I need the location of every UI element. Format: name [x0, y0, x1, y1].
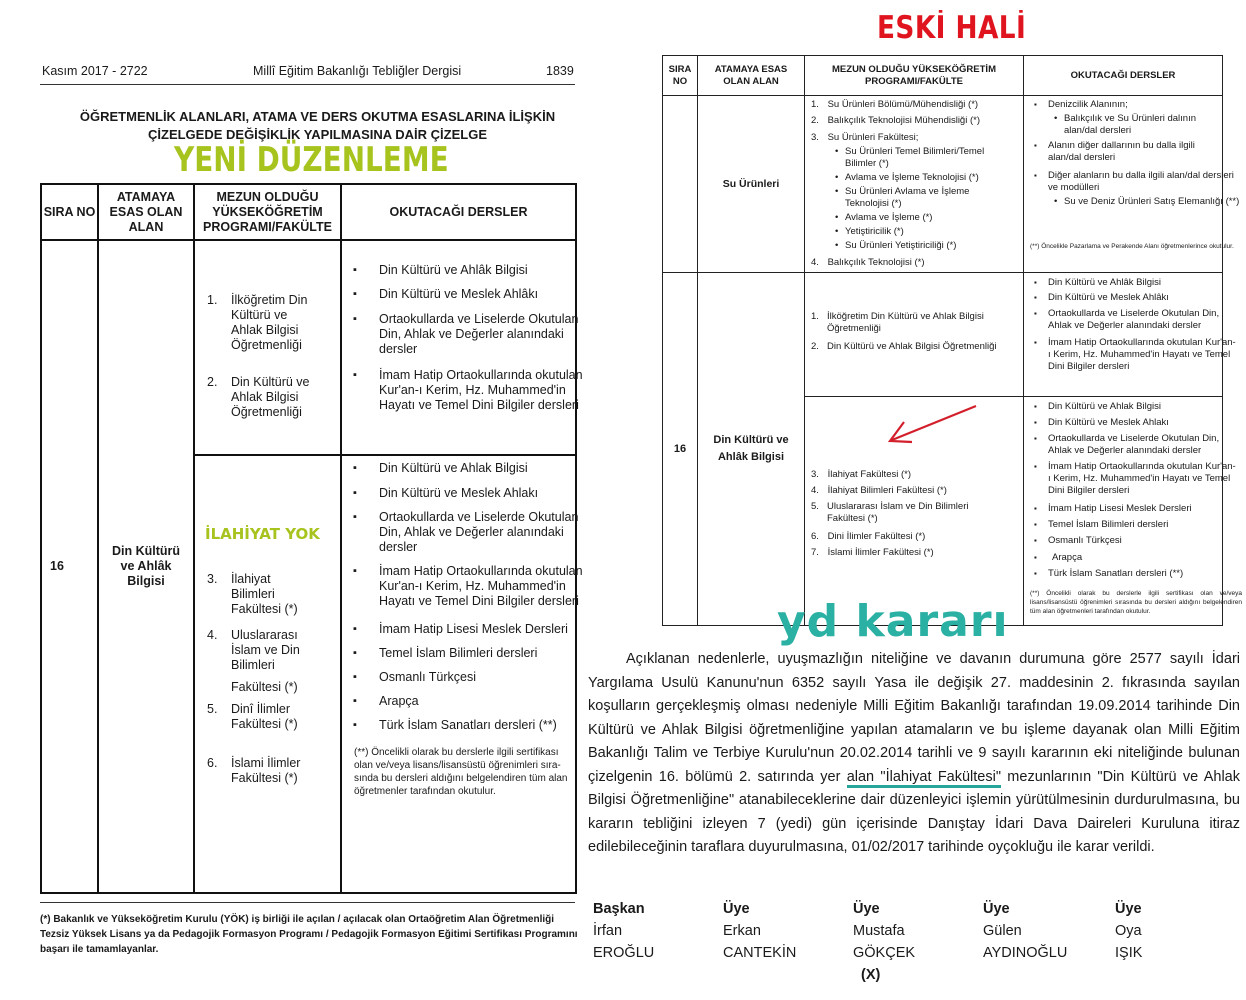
- course-item: ▪ Din Kültürü ve Meslek Ahlakı: [1048, 417, 1169, 429]
- program-item: 5. Dinî İlimler Fakültesi (*): [207, 702, 298, 731]
- col-field: ATAMAYA ESAS OLAN ALAN: [698, 56, 805, 96]
- program-item: 2. Balıkçılık Teknolojisi Mühendisliği (*): [811, 115, 980, 126]
- course-item: ▪ Denizcilik Alanının;: [1048, 99, 1128, 111]
- signatory: Üye Gülen AYDINOĞLU: [983, 901, 1068, 961]
- course-item: ▪ Din Kültürü ve Meslek Ahlakı: [379, 486, 584, 501]
- course-item: ▪ İmam Hatip Ortaokullarında okutulan Kur'an-ı Kerim, Hz. Muhammed'in Hayatı ve Temel Dini Bilgiler dersleri: [1048, 461, 1238, 497]
- block1-programs: [194, 240, 341, 455]
- course-item: ▪ Ortaokullarda ve Liselerde Okutulan Din, Ahlak ve Değerler alanındaki dersler: [379, 312, 584, 357]
- course-item: ▪ Din Kültürü ve Meslek Ahlâkı: [379, 287, 584, 302]
- row1-field: Su Ürünleri: [698, 96, 805, 273]
- red-arrow-icon: [880, 400, 980, 450]
- old-table: [662, 55, 1242, 626]
- course-item: ▪ İmam Hatip Lisesi Meslek Dersleri: [379, 622, 589, 637]
- course-item: ▪ Temel İslam Bilimleri dersleri: [379, 646, 589, 661]
- program-item: 6. Dini İlimler Fakültesi (*): [811, 531, 926, 542]
- block1-courses: [341, 240, 583, 455]
- course-item: ▪ Din Kültürü ve Ahlak Bilgisi: [379, 461, 584, 476]
- subprogram-item: • Su Ürünleri Temel Bilimleri/Temel Bilimler (*): [845, 146, 995, 170]
- course-item: ▪ Ortaokullarda ve Liselerde Okutulan Din, Ahlak ve Değerler alanındaki dersler: [1048, 433, 1233, 457]
- course-item: ▪ Din Kültürü ve Ahlâk Bilgisi: [379, 263, 584, 278]
- course-item: ▪ Türk İslam Sanatları dersleri (**): [379, 718, 589, 733]
- subprogram-item: • Yetiştiricilik (*): [845, 226, 995, 238]
- subprogram-item: • Avlama ve İşleme Teknolojisi (*): [845, 172, 995, 184]
- col-sira-no: SIRA NO: [663, 56, 698, 96]
- course-item: ▪ Ortaokullarda ve Liselerde Okutulan Din, Ahlak ve Değerler alanındaki dersler: [1048, 308, 1233, 332]
- new-regulation-panel: [0, 0, 600, 1000]
- program-item: 4. İlahiyat Bilimleri Fakültesi (*): [811, 485, 947, 496]
- course-item: ▪ Din Kültürü ve Ahlak Bilgisi: [1048, 401, 1161, 413]
- program-item: 5. Uluslararası İslam ve Din Bilimleri Fakültesi (*): [811, 501, 969, 524]
- block2-programs: [194, 455, 341, 893]
- row2b-courses: [1024, 397, 1242, 626]
- program-item: 3. İlahiyat Bilimleri Fakültesi (*): [207, 572, 298, 616]
- course-item: ▪ İmam Hatip Ortaokullarında okutulan Kur'an-ı Kerim, Hz. Muhammed'in Hayatı ve Temel Dini Bilgiler dersleri: [1048, 337, 1238, 373]
- program-item: 3. İlahiyat Fakültesi (*): [811, 469, 911, 480]
- course-item: ▪ Alanın diğer dallarının bu dalla ilgili alan/dal dersleri: [1048, 140, 1218, 164]
- row2b-note: (**) Öncelikli olarak bu derslerle ilgili sertifikası olan ve/veya lisans/lisansüstü öğrenimleri sırasında bu dersleri aldığını belgelendiren tüm alan öğretmenleri tarafından okutulur.: [1030, 590, 1242, 615]
- course-item: ▪ Osmanlı Türkçesi: [379, 670, 589, 685]
- program-item: 7. İslami İlimler Fakültesi (*): [811, 547, 934, 558]
- col-program: MEZUN OLDUĞU YÜKSEKÖĞRETİM PROGRAMI/FAKÜLTE: [194, 184, 341, 240]
- row1-programs: [805, 96, 1024, 273]
- journal-name: Millî Eğitim Bakanlığı Tebliğler Dergisi: [253, 64, 462, 78]
- row-number-empty: [663, 96, 698, 273]
- program-item: 1. Su Ürünleri Bölümü/Mühendisliği (*): [811, 99, 979, 110]
- sub-course-item: • Su ve Deniz Ürünleri Satış Elemanlığı (**): [1064, 196, 1244, 208]
- footnote-rule: [40, 902, 575, 903]
- table-title-line2: ÇİZELGEDE DEĞİŞİKLİK YAPILMASINA DAİR ÇİZELGE: [148, 127, 487, 142]
- block2-note: (**) Öncelikli olarak bu derslerle ilgili sertifikası olan ve/veya lisans/lisansüstü öğrenimleri sıra- sında bu dersleri aldığını belgelendiren tüm alan öğretmenler tarafından okutulur.: [354, 747, 568, 797]
- course-item: ▪ İmam Hatip Lisesi Meslek Dersleri: [1048, 503, 1192, 515]
- row-number: 16: [41, 240, 98, 893]
- program-item: 1. İlköğretim Din Kültürü ve Ahlak Bilgisi Öğretmenliği: [207, 293, 308, 352]
- col-sira-no: SIRA NO: [41, 184, 98, 240]
- row2a-courses: [1024, 273, 1236, 397]
- no-ilahiyat-label: İLAHİYAT YOK: [205, 525, 320, 543]
- col-program: MEZUN OLDUĞU YÜKSEKÖĞRETİM PROGRAMI/FAKÜLTE: [805, 56, 1024, 96]
- program-item: 6. İslami İlimler Fakültesi (*): [207, 756, 301, 785]
- course-item: ▪ Arapça: [379, 694, 589, 709]
- course-item: ▪ İmam Hatip Ortaokullarında okutulan Kur'an-ı Kerim, Hz. Muhammed'in Hayatı ve Temel Dini Bilgiler dersleri: [379, 368, 589, 413]
- row-field: Din Kültürü ve Ahlâk Bilgisi: [98, 240, 194, 893]
- program-item: 1. İlköğretim Din Kültürü ve Ahlak Bilgisi Öğretmenliği: [811, 311, 984, 334]
- col-courses: OKUTACAĞI DERSLER: [1024, 56, 1223, 96]
- subprogram-item: • Su Ürünleri Yetiştiriciliği (*): [845, 240, 1005, 252]
- signatory: Üye Oya IŞIK: [1115, 901, 1143, 961]
- row1-note: (**) Öncelikle Pazarlama ve Perakende Alanı öğretmenlerince okutulur.: [1030, 243, 1234, 250]
- dissent-mark: (X): [861, 967, 881, 983]
- course-item: ▪ Arapça: [1048, 552, 1082, 564]
- page-number: 1839: [546, 64, 574, 78]
- course-item: ▪ Ortaokullarda ve Liselerde Okutulan Din, Ahlak ve Değerler alanındaki dersler: [379, 510, 584, 555]
- yd-decision-label: yd kararı: [777, 596, 1009, 647]
- footnote: (*) Bakanlık ve Yükseköğretim Kurulu (YÖK) iş birliği ile açılan / açılacak olan Ortaöğretim Alan Öğretmenliği Tezsiz Yüksek Lisans ya da Pedagojik Formasyon Programı / Pedagojik Formasyon Eğitimi Sertifikası Programını başarı ile tamamlayanlar.: [40, 914, 578, 955]
- course-item: ▪ Temel İslam Bilimleri dersleri: [1048, 519, 1168, 531]
- program-item: 2. Din Kültürü ve Ahlak Bilgisi Öğretmenliği: [207, 375, 310, 419]
- col-courses: OKUTACAĞI DERSLER: [341, 184, 576, 240]
- course-item: ▪ Diğer alanların bu dalla ilgili alan/dal dersleri ve modülleri: [1048, 170, 1238, 194]
- course-item: ▪ Din Kültürü ve Meslek Ahlâkı: [1048, 292, 1169, 304]
- subprogram-item: • Su Ürünleri Avlama ve İşleme Teknolojisi (*): [845, 186, 985, 210]
- highlighted-phrase: alan "İlahiyat Fakültesi": [847, 769, 1001, 788]
- old-version-label: ESKİ HALİ: [877, 10, 1027, 46]
- journal-date: Kasım 2017 - 2722: [42, 64, 148, 78]
- program-item: 4. Balıkçılık Teknolojisi (*): [811, 257, 925, 268]
- header-rule: [40, 84, 575, 85]
- row1-courses: [1024, 96, 1240, 273]
- program-item: 4. Uluslararası İslam ve Din Bilimleri: [207, 628, 300, 672]
- row2-field: Din Kültürü ve Ahlâk Bilgisi: [698, 273, 805, 626]
- new-regulation-label: YENİ DÜZENLEME: [174, 140, 449, 180]
- signatory: Üye Mustafa GÖKÇEK (X): [853, 898, 915, 986]
- block2-courses: [341, 455, 583, 893]
- course-item: ▪ Türk İslam Sanatları dersleri (**): [1048, 568, 1183, 580]
- sub-course-item: • Balıkçılık ve Su Ürünleri dalının alan/dal dersleri: [1064, 113, 1204, 137]
- course-item: ▪ İmam Hatip Ortaokullarında okutulan Kur'an-ı Kerim, Hz. Muhammed'in Hayatı ve Temel Dini Bilgiler dersleri: [379, 564, 589, 609]
- subprogram-item: • Avlama ve İşleme (*): [845, 212, 995, 224]
- row2-number: 16: [663, 273, 698, 626]
- course-item: ▪ Osmanlı Türkçesi: [1048, 535, 1122, 547]
- row2a-programs: [805, 273, 1024, 397]
- table-title-line1: ÖĞRETMENLİK ALANLARI, ATAMA VE DERS OKUTMA ESASLARINA İLİŞKİN: [79, 109, 556, 124]
- program-item: 3. Su Ürünleri Fakültesi;: [811, 132, 919, 143]
- course-item: ▪ Din Kültürü ve Ahlâk Bilgisi: [1048, 277, 1161, 289]
- program-item: Fakültesi (*): [231, 680, 298, 694]
- decision-paragraph: Açıklanan nedenlerle, uyuşmazlığın niteliğine ve davanın durumuna göre 2577 sayılı İdari Yargılama Usulü Kanunu'nun 6352 sayılı Yasa ile değişik 27. maddesinin 2. fıkrasında sayılan koşulların gerçekleşmiş olması nedeniyle Milli Eğitim Bakanlığı tarafından 19.09.2014 tarihinde Din Kültürü ve Ahlak Bilgisi öğretmenliğine yapılan atamaların ve bu işleme dayanak olan Milli Eğitim Bakanlığı Talim ve Terbiye Kurulu'nun 20.02.2014 tarihli ve 9 sayılı kararının eki niteliğinde bulunan çizelgenin 16. bölümü 2. satırında yer alan "İlahiyat Fakültesi" mezunlarının "Din Kültürü ve Ahlak Bilgisi Öğretmenliğine" atanabileceklerine dair düzenleyici işlemin yürütülmesinin durdurulmasına, bu kararın tebliğini izleyen 7 (yedi) gün içerisinde Danıştay İdari Dava Daireleri Kuruluna itiraz edilebileceğinin taraflara duyurulmasına, 01/02/2017 tarihinde oyçokluğu ile karar verildi.: [588, 651, 1240, 855]
- signatory: Üye Erkan CANTEKİN: [723, 901, 797, 961]
- col-field: ATAMAYA ESAS OLAN ALAN: [98, 184, 194, 240]
- signatory: Başkan İrfan EROĞLU: [593, 901, 655, 961]
- program-item: 2. Din Kültürü ve Ahlak Bilgisi Öğretmenliği: [811, 341, 997, 352]
